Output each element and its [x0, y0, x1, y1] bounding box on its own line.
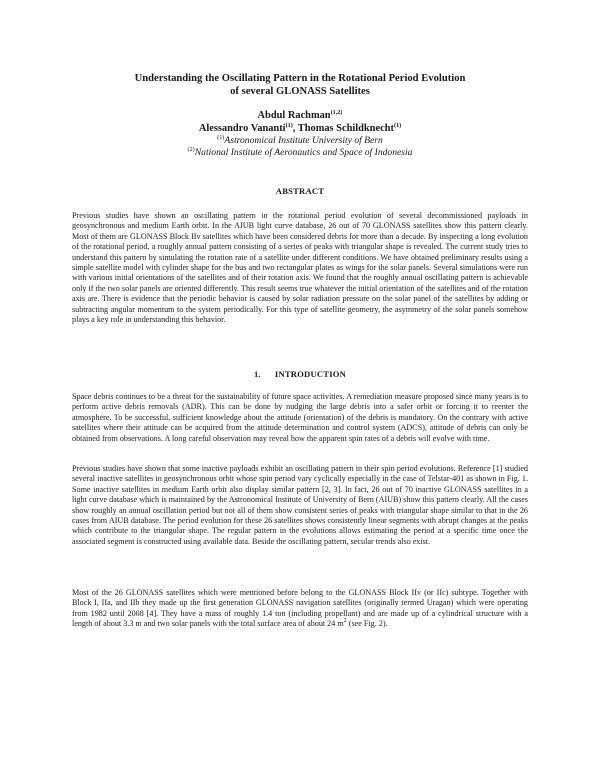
author-name: Abdul Rachman: [257, 110, 331, 121]
paper-title-line-1: Understanding the Oscillating Pattern in the Rotational Period Evolution: [134, 73, 466, 84]
author-name: Alessandro Vananti: [198, 122, 286, 134]
abstract-heading: ABSTRACT: [275, 186, 325, 196]
author-name: , Thomas Schildknecht: [292, 122, 394, 134]
affiliation-name: National Institute of Aeronautics and Space of Indonesia: [194, 147, 413, 158]
affiliation-marker: (2): [187, 146, 195, 153]
paragraph-text: (see Fig. 2).: [346, 619, 388, 629]
body-paragraph: [72, 588, 528, 630]
affiliation-name: Astronomical Institute University of Bern: [224, 135, 383, 146]
author-affiliation-marker: (1,2): [330, 109, 343, 116]
author-list: [60, 110, 540, 135]
author-affiliation-marker: (1): [393, 121, 402, 129]
introduction-heading: 1. INTRODUCTION: [253, 369, 347, 379]
affiliation-list: [60, 135, 540, 159]
author-affiliation-marker: (1): [285, 121, 293, 129]
affiliation-line: [60, 135, 540, 147]
affiliation-marker: (1): [217, 134, 225, 141]
body-paragraph: Previous studies have shown that some inactive payloads exhibit an oscillating pattern in their spin period evolutions. Reference [1] studied several inactive satellites in geosynchronous orbit whose spin period vary cyclically especially in the case of Telstar-401 as shown in Fig. 1. Some inactive satellites in medium Earth orbit also display similar pattern [2, 3]. In fact, 26 out of 70 inactive GLONASS satellites in a light curve database which is maintained by the Astronomical Institute of University of Bern (AIUB) show this pattern clearly. All the cases show roughly an annual oscillation period but not all of them show consistent series of peaks with triangular shape similar to that in the 26 cases from AIUB database. The period evolution for these 26 satellites shows consistently linear segments with abrupt changes at the peaks which contribute to the triangular shape. The regular pattern in the evolutions allows estimating the period at a specific time once the associated segment is constructed using available data. Beside the oscillating pattern, secular trends also exist.: [72, 464, 528, 546]
paper-title: [60, 72, 540, 98]
paragraph-text: Most of the 26 GLONASS satellites which were mentioned before belong to the GLONASS Block IIv (or IIc) subtype. Together with Block I, IIa, and IIb they made up the first generation GLONASS navigation satellites (originally termed Uragan) which were operating from 1982 until 2008 [4]. They have a mass of roughly 1.4 ton (including propellant) and are made up of a cylindrical structure with a length of about 3.3 m and two solar panels with the total surface area of about 24 m: [72, 588, 528, 629]
affiliation-line: [60, 147, 540, 159]
paper-title-line-2: of several GLONASS Satellites: [230, 86, 370, 97]
author-line-1: [60, 110, 540, 123]
body-paragraph: Space debris continues to be a threat for the sustainability of future space activities. A remediation measure proposed since many years is to perform active debris removals (ADR). This can be done by nudging the large debris into a safer orbit or forcing it to reenter the atmosphere. To be successful, sufficient knowledge about the attitude (orientation) of the debris is mandatory. On the contrary with active satellites where their attitude can be acquired from the attitude determination and control system (ADCS), attitude of debris can only be obtained from observations. A long careful observation may reveal how the apparent spin rates of a debris will evolve with time.: [72, 392, 528, 443]
superscript: 2: [343, 617, 347, 625]
author-line-2: [60, 123, 540, 136]
abstract-text: Previous studies have shown an oscillating pattern in the rotational period evolution of several decommissioned payloads in geosynchronous and medium Earth orbit. In the AIUB light curve database, 26 out of 70 GLONASS satellites show this pattern clearly. Most of them are GLONASS Block IIv satellites which have been considered debris for more than a decade. By inspecting a long evolution of the rotational period, a roughly annual pattern consisting of a series of peaks with triangular shape is revealed. The current study tries to understand this pattern by simulating the rotation rate of a satellite under different conditions. We have obtained preliminary results using a simple satellite model with cylinder shape for the bus and two rectangular plates as wings for the solar panels. Several simulations were run with various initial orientations of the satellites and of their rotation axis. We found that the roughly annual oscillating pattern is achievable only if the two solar panels are oriented differently. This result seems true whatever the initial orientation of the satellites and of the rotation axis are. There is evidence that the periodic behavior is caused by solar radiation pressure on the solar panel of the satellites by adding or subtracting angular momentum to the system periodically. For this type of satellite geometry, the asymmetry of the solar panels somehow plays a key role in understanding this behavior.: [72, 211, 528, 325]
